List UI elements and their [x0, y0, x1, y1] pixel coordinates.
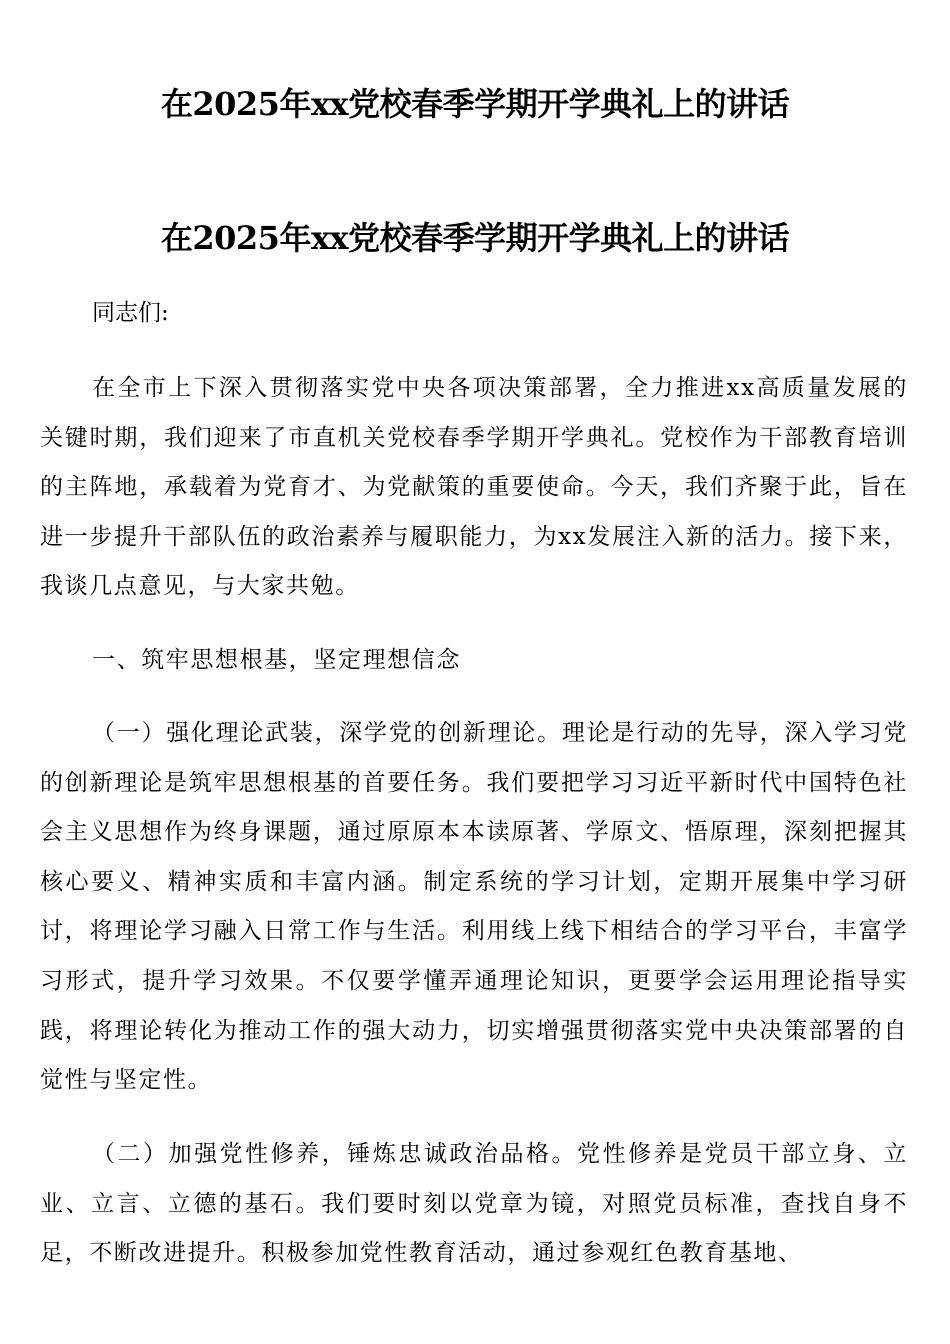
section-paragraph-1: （一）强化理论武装，深学党的创新理论。理论是行动的先导，深入学习党的创新理论是筑牢思想根基的首要任务。我们要把学习习近平新时代中国特色社会主义思想作为终身课题，通过原原本本读原著、学原文、悟原理，深刻把握其核心要义、精神实质和丰富内涵。制定系统的学习计划，定期开展集中学习研讨，将理论学习融入日常工作与生活。利用线上线下相结合的学习平台，丰富学习形式，提升学习效果。不仅要学懂弄通理论知识，更要学会运用理论指导实践，将理论转化为推动工作的强大动力，切实增强贯彻落实党中央决策部署的自觉性与坚定性。: [40, 720, 908, 1094]
salutation: 同志们:: [92, 300, 169, 326]
section-paragraph-2: （二）加强党性修养，锤炼忠诚政治品格。党性修养是党员干部立身、立业、立言、立德的基石。我们要时刻以党章为镜，对照党员标准，查找自身不足，不断改进提升。积极参加党性教育活动，通过参观红色教育基地、: [40, 1141, 908, 1267]
header-title: 在2025年xx党校春季学期开学典礼上的讲话: [160, 85, 790, 123]
intro-paragraph: 在全市上下深入贯彻落实党中央各项决策部署，全力推进xx高质量发展的关键时期，我们迎来了市直机关党校春季学期开学典礼。党校作为干部教育培训的主阵地，承载着为党育才、为党献策的重要使命。今天，我们齐聚于此，旨在进一步提升干部队伍的政治素养与履职能力，为xx发展注入新的活力。接下来，我谈几点意见，与大家共勉。: [40, 375, 908, 600]
document-title: 在2025年xx党校春季学期开学典礼上的讲话: [160, 219, 790, 257]
section-heading: 一、筑牢思想根基，坚定理想信念: [92, 647, 461, 673]
